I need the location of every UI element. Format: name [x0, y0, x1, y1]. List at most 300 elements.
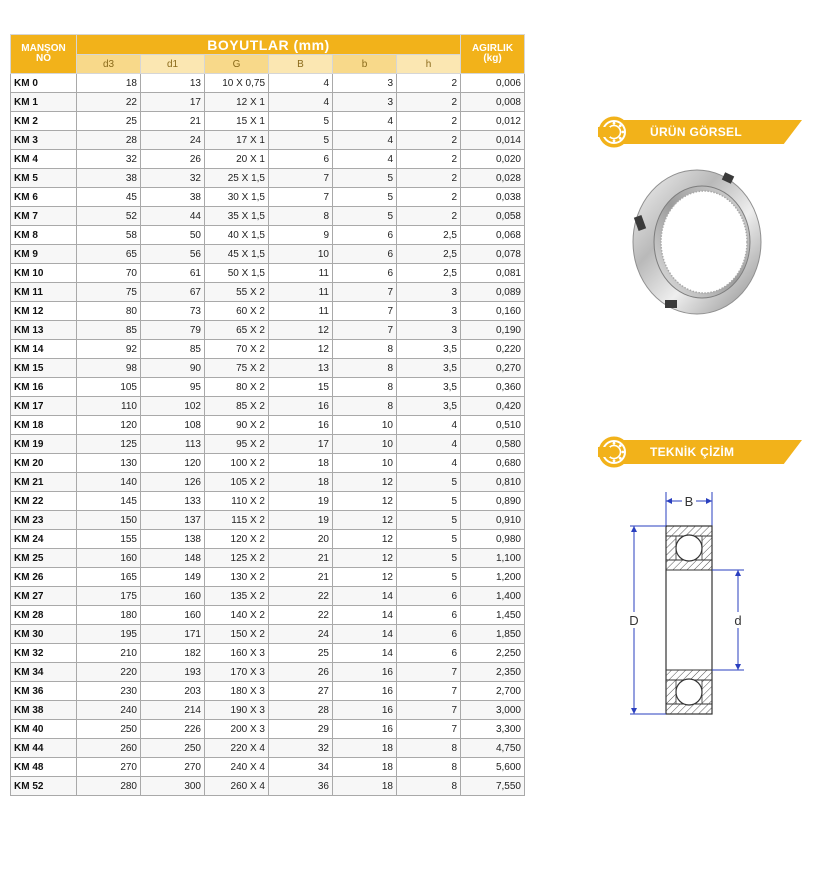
table-cell: 79 [141, 321, 205, 340]
row-code: KM 36 [11, 682, 77, 701]
table-cell: 3 [397, 321, 461, 340]
table-cell: 44 [141, 207, 205, 226]
table-cell: 4,750 [461, 739, 525, 758]
table-cell: 105 [77, 378, 141, 397]
table-cell: 210 [77, 644, 141, 663]
table-row [11, 511, 525, 530]
header-code-line1: MANŞON [21, 43, 66, 54]
table-cell: 12 [333, 511, 397, 530]
table-cell: 24 [269, 625, 333, 644]
table-cell: 100 X 2 [205, 454, 269, 473]
table-cell: 160 [141, 587, 205, 606]
table-cell: 120 [77, 416, 141, 435]
table-cell: 18 [77, 74, 141, 93]
table-cell: 50 X 1,5 [205, 264, 269, 283]
table-cell: 120 [141, 454, 205, 473]
table-cell: 7 [397, 663, 461, 682]
subheader-4: b [333, 55, 397, 74]
table-cell: 65 X 2 [205, 321, 269, 340]
table-cell: 29 [269, 720, 333, 739]
table-cell: 16 [333, 682, 397, 701]
row-code: KM 26 [11, 568, 77, 587]
table-cell: 160 [141, 606, 205, 625]
dim-label-B: B [684, 494, 694, 509]
table-row [11, 568, 525, 587]
dimensions-table [10, 34, 525, 796]
table-cell: 4 [397, 435, 461, 454]
table-cell: 13 [269, 359, 333, 378]
table-cell: 21 [141, 112, 205, 131]
row-code: KM 17 [11, 397, 77, 416]
table-cell: 2,5 [397, 226, 461, 245]
table-cell: 0,089 [461, 283, 525, 302]
table-row [11, 492, 525, 511]
table-cell: 5 [397, 511, 461, 530]
row-code: KM 32 [11, 644, 77, 663]
table-cell: 214 [141, 701, 205, 720]
dim-label-d: d [734, 613, 742, 628]
table-row [11, 758, 525, 777]
table-cell: 16 [269, 416, 333, 435]
table-cell: 105 X 2 [205, 473, 269, 492]
row-code: KM 48 [11, 758, 77, 777]
table-cell: 73 [141, 302, 205, 321]
subheader-1: d1 [141, 55, 205, 74]
row-code: KM 0 [11, 74, 77, 93]
table-cell: 270 [141, 758, 205, 777]
table-cell: 7 [397, 682, 461, 701]
table-cell: 34 [269, 758, 333, 777]
table-cell: 3,5 [397, 378, 461, 397]
table-cell: 61 [141, 264, 205, 283]
table-cell: 0,006 [461, 74, 525, 93]
technical-drawing-badge [598, 436, 802, 468]
table-cell: 260 [77, 739, 141, 758]
table-cell: 2 [397, 188, 461, 207]
table-cell: 125 X 2 [205, 549, 269, 568]
table-row [11, 169, 525, 188]
table-cell: 4 [397, 454, 461, 473]
table-cell: 20 X 1 [205, 150, 269, 169]
table-cell: 138 [141, 530, 205, 549]
table-cell: 17 [269, 435, 333, 454]
table-cell: 4 [269, 93, 333, 112]
table-cell: 7 [397, 720, 461, 739]
table-cell: 0,012 [461, 112, 525, 131]
table-cell: 2,700 [461, 682, 525, 701]
table-cell: 4 [333, 131, 397, 150]
table-cell: 102 [141, 397, 205, 416]
table-row [11, 283, 525, 302]
table-cell: 18 [269, 473, 333, 492]
table-cell: 5 [333, 188, 397, 207]
table-cell: 12 [333, 530, 397, 549]
table-cell: 270 [77, 758, 141, 777]
table-cell: 260 X 4 [205, 777, 269, 796]
table-cell: 52 [77, 207, 141, 226]
table-cell: 1,100 [461, 549, 525, 568]
row-code: KM 5 [11, 169, 77, 188]
table-cell: 6 [397, 587, 461, 606]
table-cell: 300 [141, 777, 205, 796]
table-row [11, 226, 525, 245]
table-cell: 2 [397, 112, 461, 131]
table-cell: 18 [333, 739, 397, 758]
table-row [11, 188, 525, 207]
table-cell: 18 [333, 758, 397, 777]
table-row [11, 131, 525, 150]
table-cell: 150 [77, 511, 141, 530]
table-cell: 5 [269, 131, 333, 150]
table-cell: 6 [333, 264, 397, 283]
subheader-0: d3 [77, 55, 141, 74]
table-cell: 165 [77, 568, 141, 587]
table-cell: 70 X 2 [205, 340, 269, 359]
table-cell: 17 X 1 [205, 131, 269, 150]
table-cell: 115 X 2 [205, 511, 269, 530]
table-cell: 6 [397, 606, 461, 625]
table-cell: 182 [141, 644, 205, 663]
table-cell: 19 [269, 511, 333, 530]
table-row [11, 473, 525, 492]
table-cell: 22 [269, 606, 333, 625]
table-row [11, 340, 525, 359]
row-code: KM 23 [11, 511, 77, 530]
table-cell: 8 [397, 739, 461, 758]
table-row [11, 321, 525, 340]
table-cell: 3,000 [461, 701, 525, 720]
table-row [11, 74, 525, 93]
table-cell: 13 [141, 74, 205, 93]
table-cell: 7 [333, 302, 397, 321]
table-row [11, 606, 525, 625]
row-code: KM 52 [11, 777, 77, 796]
table-cell: 75 [77, 283, 141, 302]
table-row [11, 112, 525, 131]
table-cell: 0,510 [461, 416, 525, 435]
table-cell: 22 [77, 93, 141, 112]
table-cell: 2,250 [461, 644, 525, 663]
table-cell: 40 X 1,5 [205, 226, 269, 245]
table-cell: 14 [333, 644, 397, 663]
row-code: KM 25 [11, 549, 77, 568]
table-cell: 10 [333, 454, 397, 473]
table-row [11, 530, 525, 549]
table-cell: 0,680 [461, 454, 525, 473]
table-cell: 135 X 2 [205, 587, 269, 606]
row-code: KM 12 [11, 302, 77, 321]
table-cell: 0,580 [461, 435, 525, 454]
table-cell: 5 [333, 207, 397, 226]
table-cell: 3 [333, 74, 397, 93]
table-cell: 85 X 2 [205, 397, 269, 416]
table-cell: 32 [141, 169, 205, 188]
table-cell: 0,028 [461, 169, 525, 188]
table-cell: 0,360 [461, 378, 525, 397]
table-cell: 9 [269, 226, 333, 245]
table-cell: 3 [397, 302, 461, 321]
table-cell: 15 X 1 [205, 112, 269, 131]
table-cell: 8 [397, 777, 461, 796]
table-cell: 50 [141, 226, 205, 245]
table-cell: 10 [333, 416, 397, 435]
table-cell: 1,400 [461, 587, 525, 606]
table-cell: 36 [269, 777, 333, 796]
table-cell: 90 X 2 [205, 416, 269, 435]
table-cell: 4 [333, 150, 397, 169]
table-cell: 7 [333, 283, 397, 302]
table-cell: 160 [77, 549, 141, 568]
table-cell: 18 [269, 454, 333, 473]
table-cell: 113 [141, 435, 205, 454]
table-cell: 3 [397, 283, 461, 302]
table-cell: 11 [269, 302, 333, 321]
table-row [11, 644, 525, 663]
subheader-3: B [269, 55, 333, 74]
table-cell: 10 X 0,75 [205, 74, 269, 93]
table-cell: 8 [397, 758, 461, 777]
subheader-2: G [205, 55, 269, 74]
table-cell: 170 X 3 [205, 663, 269, 682]
table-cell: 130 X 2 [205, 568, 269, 587]
table-cell: 0,420 [461, 397, 525, 416]
table-cell: 250 [141, 739, 205, 758]
table-cell: 8 [269, 207, 333, 226]
table-cell: 12 X 1 [205, 93, 269, 112]
row-code: KM 15 [11, 359, 77, 378]
table-cell: 226 [141, 720, 205, 739]
table-cell: 5 [397, 492, 461, 511]
table-cell: 80 [77, 302, 141, 321]
table-cell: 58 [77, 226, 141, 245]
table-cell: 2 [397, 93, 461, 112]
table-cell: 3,5 [397, 397, 461, 416]
table-cell: 0,068 [461, 226, 525, 245]
table-cell: 0,058 [461, 207, 525, 226]
table-cell: 2 [397, 169, 461, 188]
table-cell: 92 [77, 340, 141, 359]
table-cell: 60 X 2 [205, 302, 269, 321]
table-cell: 4 [333, 112, 397, 131]
lock-nut-image [625, 160, 765, 320]
table-cell: 1,850 [461, 625, 525, 644]
table-cell: 0,890 [461, 492, 525, 511]
table-cell: 55 X 2 [205, 283, 269, 302]
table-row [11, 207, 525, 226]
table-cell: 75 X 2 [205, 359, 269, 378]
table-cell: 25 [77, 112, 141, 131]
table-row [11, 264, 525, 283]
table-cell: 70 [77, 264, 141, 283]
table-cell: 200 X 3 [205, 720, 269, 739]
table-cell: 0,220 [461, 340, 525, 359]
table-cell: 6 [397, 625, 461, 644]
table-cell: 95 X 2 [205, 435, 269, 454]
header-code [11, 35, 77, 74]
table-row [11, 682, 525, 701]
row-code: KM 18 [11, 416, 77, 435]
table-row [11, 378, 525, 397]
table-row [11, 739, 525, 758]
table-cell: 25 [269, 644, 333, 663]
table-cell: 10 [269, 245, 333, 264]
table-cell: 137 [141, 511, 205, 530]
table-cell: 150 X 2 [205, 625, 269, 644]
table-cell: 19 [269, 492, 333, 511]
table-row [11, 777, 525, 796]
table-cell: 45 X 1,5 [205, 245, 269, 264]
table-cell: 110 [77, 397, 141, 416]
table-row [11, 150, 525, 169]
table-row [11, 359, 525, 378]
row-code: KM 4 [11, 150, 77, 169]
table-cell: 3,5 [397, 340, 461, 359]
table-cell: 220 X 4 [205, 739, 269, 758]
table-cell: 3 [333, 93, 397, 112]
table-cell: 6 [397, 644, 461, 663]
header-weight-line1: AGIRLIK [471, 43, 514, 54]
table-cell: 0,910 [461, 511, 525, 530]
table-cell: 12 [333, 473, 397, 492]
table-cell: 24 [141, 131, 205, 150]
table-row [11, 720, 525, 739]
table-cell: 7 [397, 701, 461, 720]
table-cell: 280 [77, 777, 141, 796]
table-cell: 35 X 1,5 [205, 207, 269, 226]
table-cell: 0,078 [461, 245, 525, 264]
table-cell: 240 [77, 701, 141, 720]
table-cell: 240 X 4 [205, 758, 269, 777]
table-cell: 25 X 1,5 [205, 169, 269, 188]
table-cell: 14 [333, 587, 397, 606]
table-cell: 95 [141, 378, 205, 397]
row-code: KM 24 [11, 530, 77, 549]
table-cell: 16 [269, 397, 333, 416]
table-cell: 85 [77, 321, 141, 340]
subheader-5: h [397, 55, 461, 74]
table-cell: 3,5 [397, 359, 461, 378]
table-cell: 8 [333, 378, 397, 397]
table-row [11, 701, 525, 720]
table-cell: 0,081 [461, 264, 525, 283]
row-code: KM 1 [11, 93, 77, 112]
table-cell: 2,350 [461, 663, 525, 682]
table-row [11, 245, 525, 264]
dim-label-D: D [629, 613, 639, 628]
technical-drawing-label: TEKNİK ÇİZİM [650, 445, 735, 459]
table-cell: 2,5 [397, 245, 461, 264]
table-cell: 12 [333, 549, 397, 568]
table-cell: 1,450 [461, 606, 525, 625]
table-cell: 17 [141, 93, 205, 112]
table-cell: 7 [333, 321, 397, 340]
bearing-cross-section [620, 488, 760, 718]
table-cell: 140 [77, 473, 141, 492]
table-cell: 16 [333, 701, 397, 720]
row-code: KM 34 [11, 663, 77, 682]
table-cell: 148 [141, 549, 205, 568]
table-row [11, 587, 525, 606]
row-code: KM 3 [11, 131, 77, 150]
table-cell: 108 [141, 416, 205, 435]
table-cell: 0,980 [461, 530, 525, 549]
header-weight [461, 35, 525, 74]
table-cell: 5 [269, 112, 333, 131]
header-code-line2: NO [36, 53, 51, 64]
table-cell: 250 [77, 720, 141, 739]
table-row [11, 663, 525, 682]
table-cell: 6 [333, 226, 397, 245]
table-row [11, 625, 525, 644]
table-cell: 175 [77, 587, 141, 606]
table-cell: 180 X 3 [205, 682, 269, 701]
table-cell: 7,550 [461, 777, 525, 796]
table-cell: 2,5 [397, 264, 461, 283]
table-cell: 16 [333, 663, 397, 682]
table-cell: 145 [77, 492, 141, 511]
table-cell: 12 [333, 492, 397, 511]
table-cell: 125 [77, 435, 141, 454]
table-cell: 230 [77, 682, 141, 701]
table-cell: 26 [141, 150, 205, 169]
table-cell: 67 [141, 283, 205, 302]
table-cell: 5 [333, 169, 397, 188]
bearing-icon [598, 436, 630, 468]
table-cell: 10 [333, 435, 397, 454]
row-code: KM 38 [11, 701, 77, 720]
table-cell: 195 [77, 625, 141, 644]
table-cell: 1,200 [461, 568, 525, 587]
table-row [11, 93, 525, 112]
row-code: KM 40 [11, 720, 77, 739]
header-weight-line2: (kg) [483, 53, 502, 64]
table-cell: 2 [397, 74, 461, 93]
table-cell: 0,190 [461, 321, 525, 340]
table-cell: 5 [397, 549, 461, 568]
table-row [11, 302, 525, 321]
table-row [11, 454, 525, 473]
table-cell: 12 [269, 340, 333, 359]
table-row [11, 435, 525, 454]
row-code: KM 6 [11, 188, 77, 207]
table-cell: 30 X 1,5 [205, 188, 269, 207]
table-cell: 2 [397, 150, 461, 169]
table-cell: 65 [77, 245, 141, 264]
table-cell: 3,300 [461, 720, 525, 739]
table-cell: 130 [77, 454, 141, 473]
table-cell: 5 [397, 568, 461, 587]
table-cell: 15 [269, 378, 333, 397]
table-cell: 180 [77, 606, 141, 625]
table-cell: 18 [333, 777, 397, 796]
table-cell: 120 X 2 [205, 530, 269, 549]
table-cell: 38 [77, 169, 141, 188]
table-cell: 133 [141, 492, 205, 511]
table-cell: 140 X 2 [205, 606, 269, 625]
row-code: KM 8 [11, 226, 77, 245]
row-code: KM 10 [11, 264, 77, 283]
table-cell: 8 [333, 397, 397, 416]
table-cell: 4 [269, 74, 333, 93]
table-cell: 110 X 2 [205, 492, 269, 511]
table-cell: 38 [141, 188, 205, 207]
table-cell: 5,600 [461, 758, 525, 777]
table-cell: 0,014 [461, 131, 525, 150]
row-code: KM 2 [11, 112, 77, 131]
table-cell: 126 [141, 473, 205, 492]
row-code: KM 22 [11, 492, 77, 511]
table-cell: 98 [77, 359, 141, 378]
